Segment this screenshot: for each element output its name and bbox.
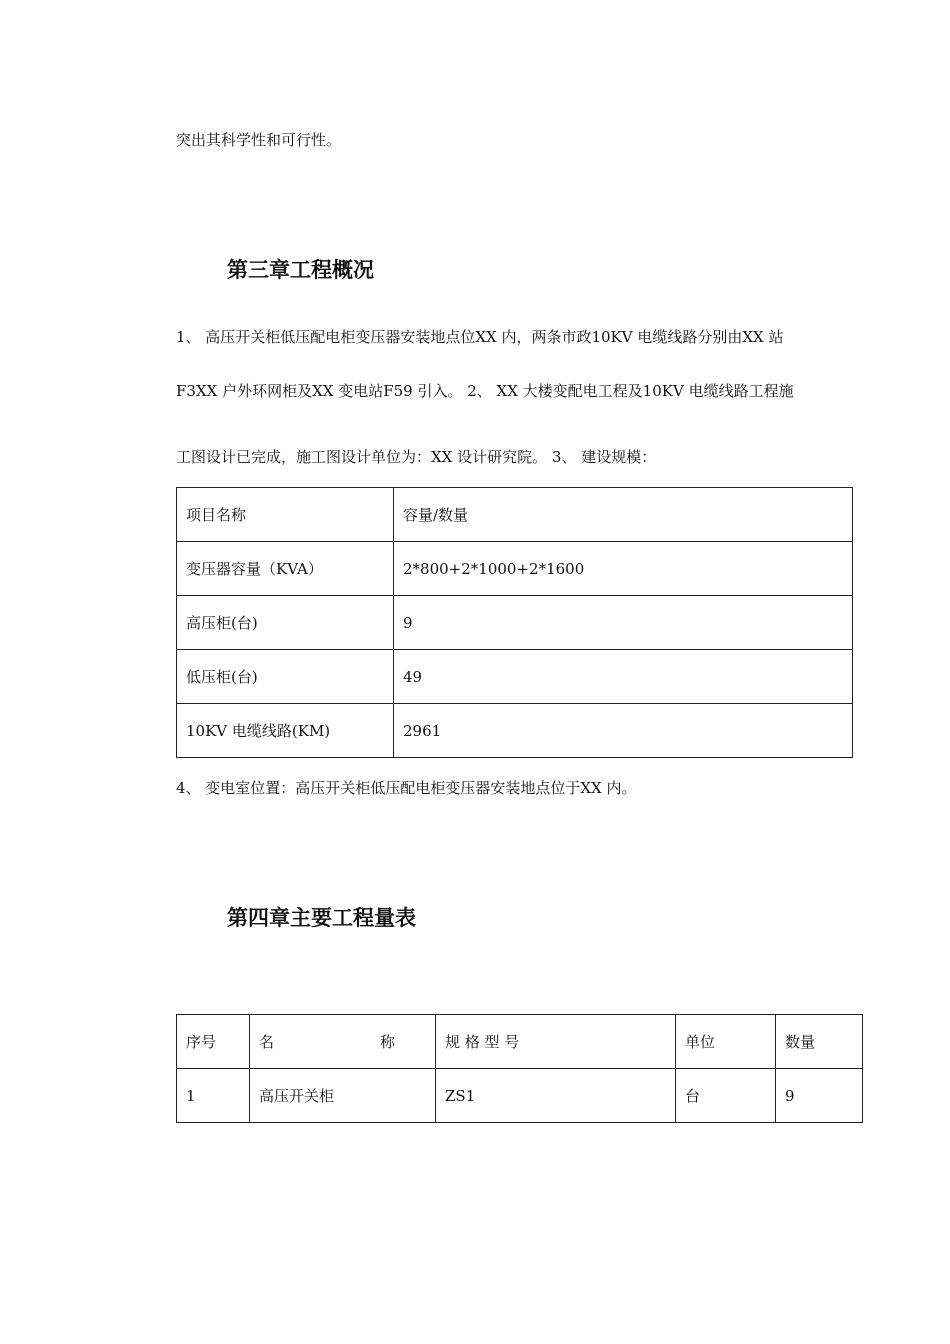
header-cell-seq: 序号: [177, 1015, 250, 1069]
table-row: [177, 542, 853, 596]
header-cell-unit: 单位: [676, 1015, 776, 1069]
table-cell: 高压柜(台): [177, 596, 394, 650]
chapter4-title: 第四章主要工程量表: [227, 906, 416, 930]
table-row: [177, 704, 853, 758]
header-cell-spec: 规 格 型 号: [436, 1015, 676, 1069]
header-cell-name: [250, 1015, 436, 1069]
table-cell: 高压开关柜: [250, 1069, 436, 1123]
header-name-right: 称: [379, 1033, 395, 1051]
quantity-table: [176, 1014, 863, 1123]
table-row: [177, 650, 853, 704]
table-cell: 2*800+2*1000+2*1600: [394, 542, 853, 596]
chapter3-para-line-2: F3XX 户外环网柜及XX 变电站F59 引入。 2、 XX 大楼变配电工程及10KV 电缆线路工程施: [176, 382, 794, 400]
table-cell: 变压器容量（KVA）: [177, 542, 394, 596]
intro-tail-text: 突出其科学性和可行性。: [176, 131, 342, 149]
table-cell: 9: [394, 596, 853, 650]
table-cell: 2961: [394, 704, 853, 758]
table-cell: 9: [776, 1069, 863, 1123]
table-cell: 10KV 电缆线路(KM): [177, 704, 394, 758]
substation-location-note: 4、 变电室位置：高压开关柜低压配电柜变压器安装地点位于XX 内。: [176, 779, 637, 797]
table-row: [177, 1069, 863, 1123]
header-name-left: 名: [259, 1033, 275, 1051]
table-cell: 49: [394, 650, 853, 704]
table-row: [177, 596, 853, 650]
chapter3-para-line-1: 1、 高压开关柜低压配电柜变压器安装地点位XX 内，两条市政10KV 电缆线路分别由XX 站: [176, 328, 784, 346]
construction-scale-table: [176, 487, 853, 758]
table-cell: 低压柜(台): [177, 650, 394, 704]
chapter3-para-line-3: 工图设计已完成，施工图设计单位为：XX 设计研究院。 3、 建设规模：: [176, 448, 657, 466]
table-header-row: [177, 1015, 863, 1069]
table-cell: 1: [177, 1069, 250, 1123]
header-cell-qty: 数量: [776, 1015, 863, 1069]
chapter3-title: 第三章工程概况: [227, 258, 374, 282]
table-cell: 台: [676, 1069, 776, 1123]
table-cell: ZS1: [436, 1069, 676, 1123]
header-cell-item-name: 项目名称: [177, 488, 394, 542]
header-cell-capacity: 容量/数量: [394, 488, 853, 542]
table-header-row: [177, 488, 853, 542]
